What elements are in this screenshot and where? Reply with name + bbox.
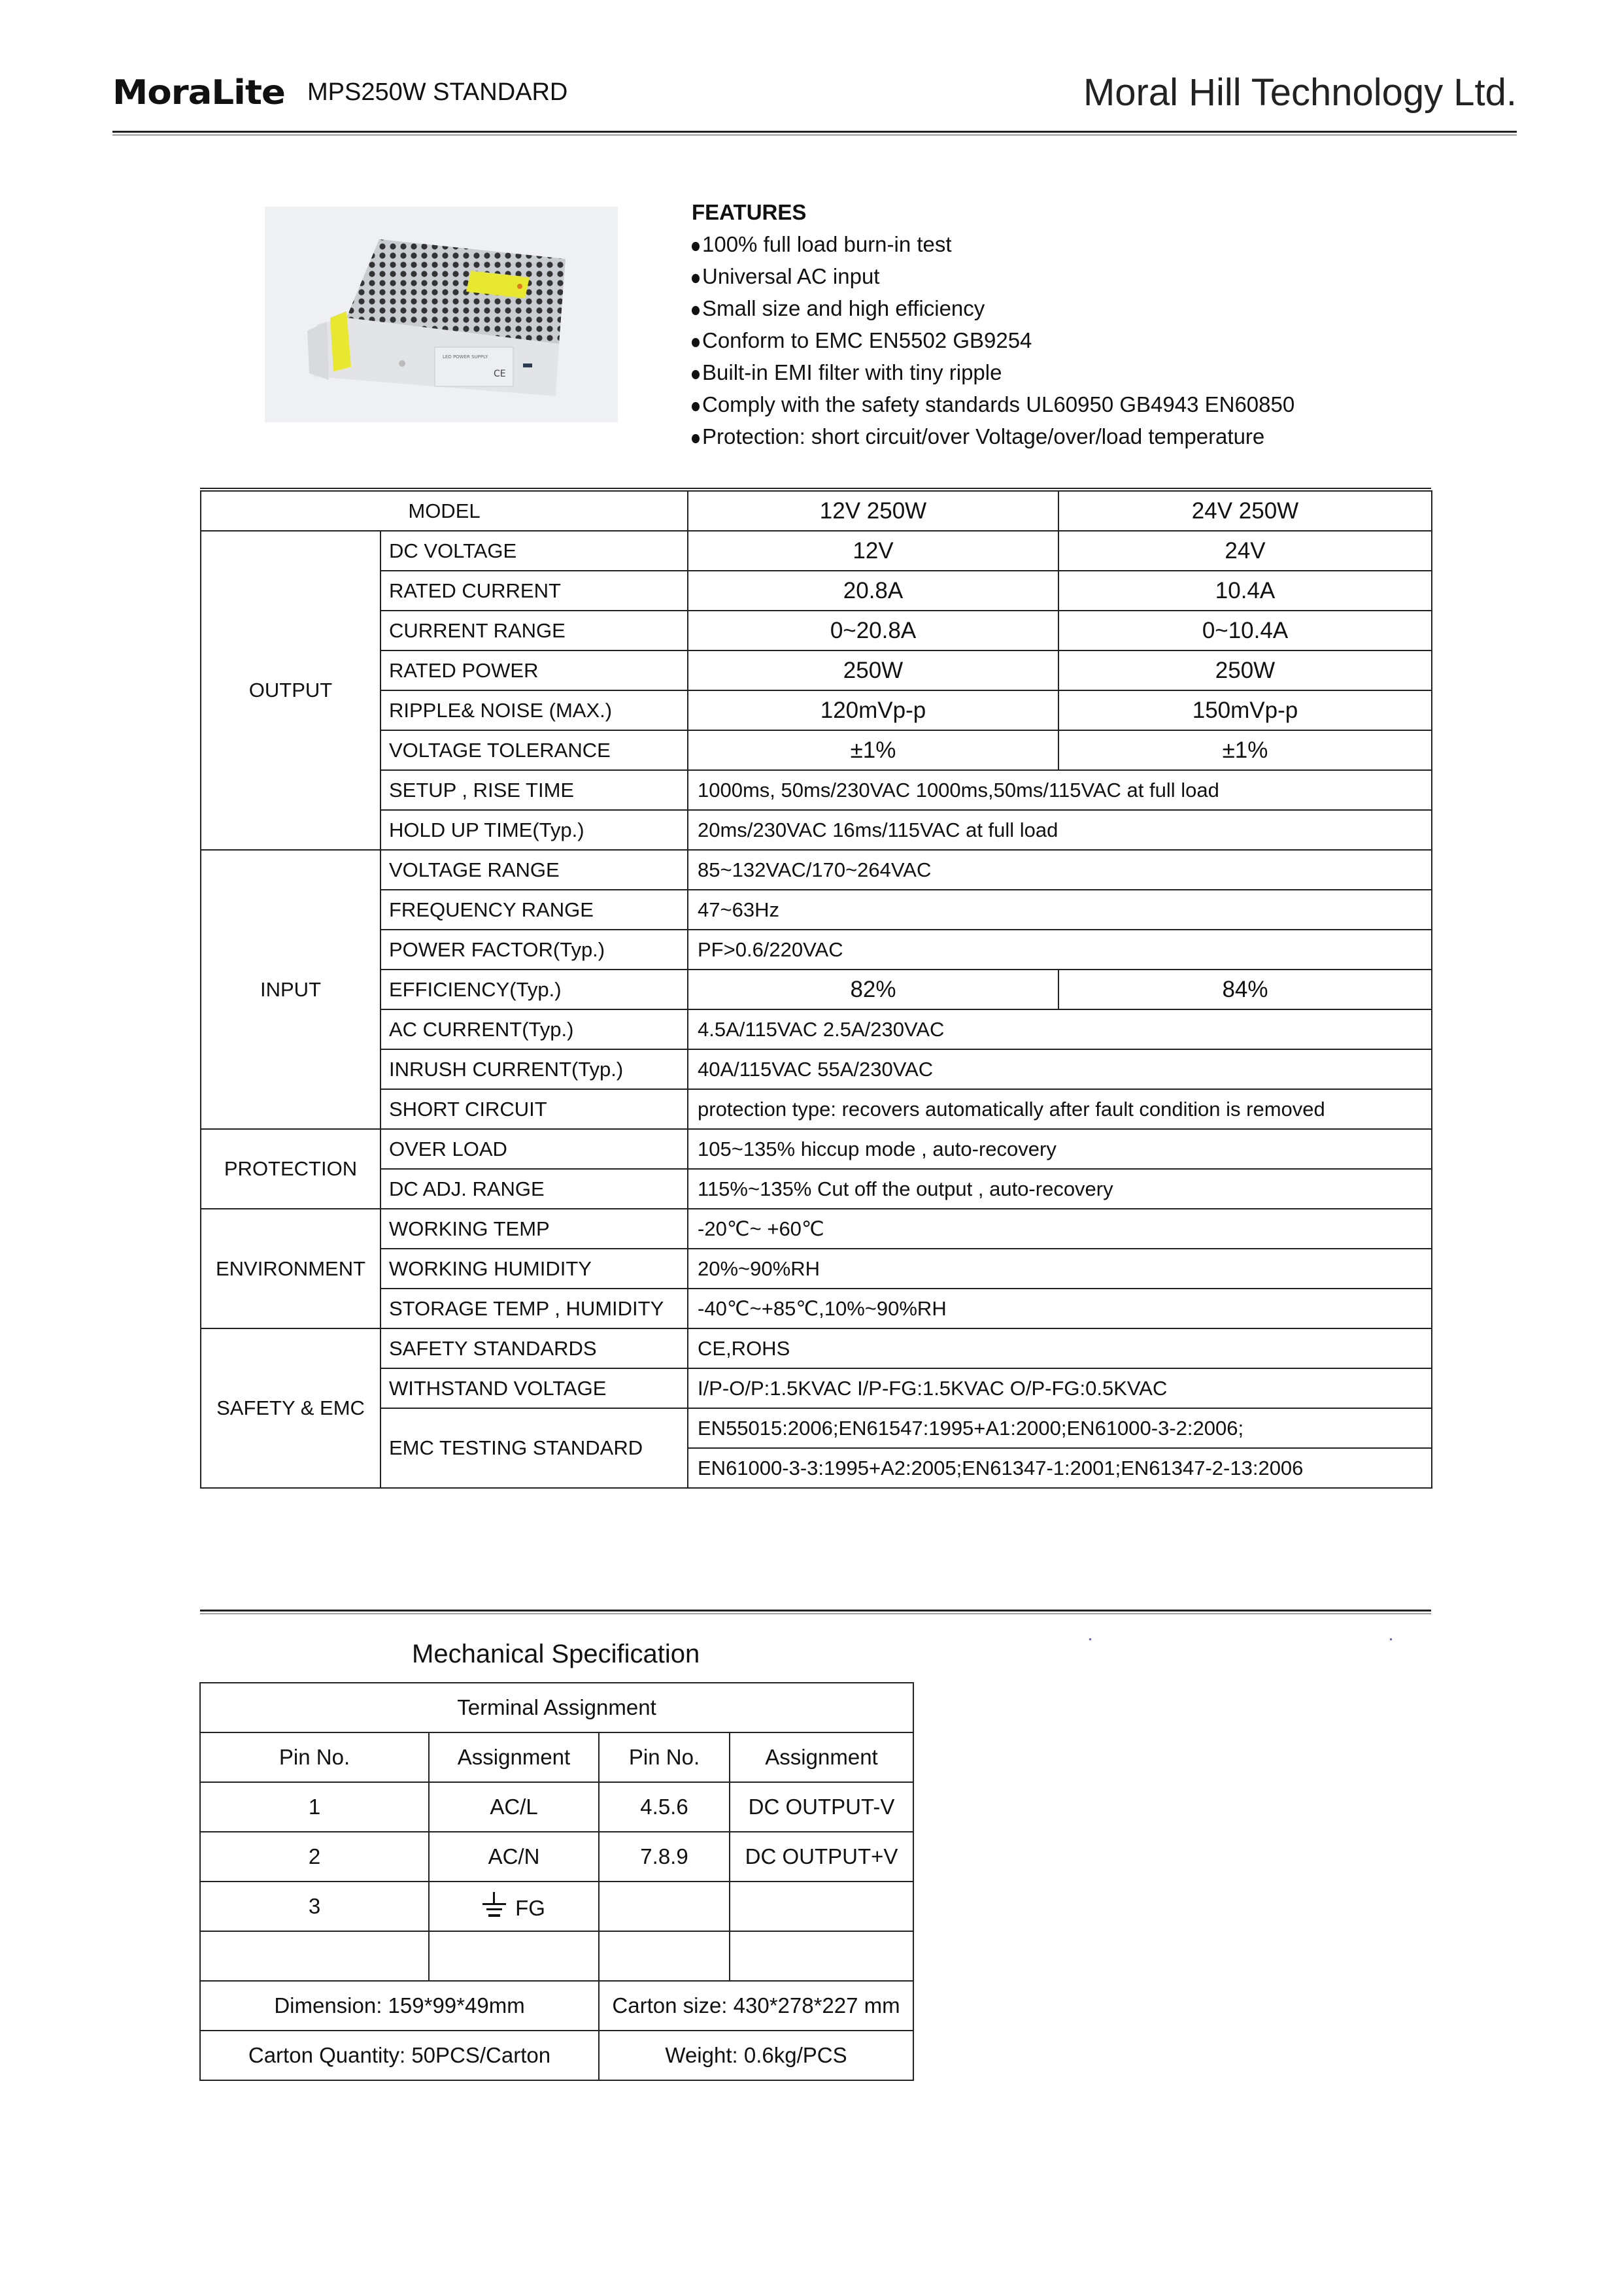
- bullet-icon: [692, 402, 700, 411]
- header-divider: [112, 131, 1517, 133]
- param-label: INRUSH CURRENT(Typ.): [381, 1049, 688, 1089]
- table-row: [201, 770, 1432, 810]
- group-protection: PROTECTION: [201, 1129, 381, 1209]
- spec-table-top-rule: [200, 488, 1431, 489]
- company-name: Moral Hill Technology Ltd.: [1083, 71, 1517, 114]
- pin-cell: 4.5.6: [599, 1782, 730, 1832]
- brand-logo: MoraLite: [112, 73, 285, 112]
- table-row: [201, 1249, 1432, 1289]
- stray-mark: [1089, 1638, 1091, 1640]
- value-24v: 10.4A: [1058, 571, 1432, 611]
- assignment-cell: DC OUTPUT+V: [730, 1832, 913, 1882]
- param-label: STORAGE TEMP , HUMIDITY: [381, 1289, 688, 1328]
- assignment-cell: FG: [429, 1882, 599, 1931]
- feature-item: Built-in EMI filter with tiny ripple: [692, 356, 1294, 388]
- table-row: [201, 1009, 1432, 1049]
- table-row: [201, 730, 1432, 770]
- column-header: Pin No.: [599, 1732, 730, 1782]
- value-12v: ±1%: [688, 730, 1058, 770]
- param-label: POWER FACTOR(Typ.): [381, 930, 688, 970]
- value-shared: EN55015:2006;EN61547:1995+A1:2000;EN61000-3-2:2006;: [688, 1408, 1432, 1448]
- param-label: RATED CURRENT: [381, 571, 688, 611]
- assignment-cell: DC OUTPUT-V: [730, 1782, 913, 1832]
- table-row: [201, 890, 1432, 930]
- value-24v: ±1%: [1058, 730, 1432, 770]
- pin-cell: 3: [200, 1882, 429, 1931]
- value-shared: 47~63Hz: [688, 890, 1432, 930]
- value-shared: CE,ROHS: [688, 1328, 1432, 1368]
- power-supply-illustration: [304, 233, 579, 396]
- param-label: VOLTAGE RANGE: [381, 850, 688, 890]
- assignment-cell: [730, 1931, 913, 1981]
- column-header: Assignment: [429, 1732, 599, 1782]
- feature-item: Small size and high efficiency: [692, 292, 1294, 324]
- value-24v: 24V: [1058, 531, 1432, 571]
- model-24v: 24V 250W: [1058, 491, 1432, 531]
- param-label: FREQUENCY RANGE: [381, 890, 688, 930]
- param-label: SHORT CIRCUIT: [381, 1089, 688, 1129]
- table-row: [201, 1129, 1432, 1169]
- table-row: [201, 850, 1432, 890]
- table-row: [201, 1328, 1432, 1368]
- model-12v: 12V 250W: [688, 491, 1058, 531]
- value-12v: 12V: [688, 531, 1058, 571]
- model-label: MODEL: [201, 491, 688, 531]
- group-safety-emc: SAFETY & EMC: [201, 1328, 381, 1488]
- param-label: EFFICIENCY(Typ.): [381, 970, 688, 1009]
- param-label: CURRENT RANGE: [381, 611, 688, 650]
- table-row: [200, 1782, 913, 1832]
- param-label: OVER LOAD: [381, 1129, 688, 1169]
- dimension: Dimension: 159*99*49mm: [200, 1981, 599, 2031]
- pin-cell: 2: [200, 1832, 429, 1882]
- param-label: RIPPLE& NOISE (MAX.): [381, 690, 688, 730]
- table-row: [200, 1981, 913, 2031]
- stray-mark: [1390, 1638, 1392, 1640]
- value-24v: 150mVp-p: [1058, 690, 1432, 730]
- group-input: INPUT: [201, 850, 381, 1129]
- table-row: [201, 1408, 1432, 1448]
- mechanical-title: Mechanical Specification: [412, 1640, 700, 1668]
- value-shared: 20%~90%RH: [688, 1249, 1432, 1289]
- product-line-title: MPS250W STANDARD: [307, 78, 568, 106]
- section-divider-thin: [200, 1613, 1431, 1614]
- assignment-cell: [730, 1882, 913, 1931]
- features-list: [692, 196, 1294, 452]
- bullet-icon: [692, 242, 700, 251]
- value-shared: 115%~135% Cut off the output , auto-recovery: [688, 1169, 1432, 1209]
- value-shared: 1000ms, 50ms/230VAC 1000ms,50ms/115VAC at full load: [688, 770, 1432, 810]
- carton-size: Carton size: 430*278*227 mm: [599, 1981, 913, 2031]
- assignment-cell: [429, 1931, 599, 1981]
- value-24v: 250W: [1058, 650, 1432, 690]
- param-label: EMC TESTING STANDARD: [381, 1408, 688, 1488]
- param-label: WORKING TEMP: [381, 1209, 688, 1249]
- spec-table: [200, 490, 1432, 1489]
- column-header: Assignment: [730, 1732, 913, 1782]
- value-shared: protection type: recovers automatically after fault condition is removed: [688, 1089, 1432, 1129]
- group-environment: ENVIRONMENT: [201, 1209, 381, 1328]
- param-label: WITHSTAND VOLTAGE: [381, 1368, 688, 1408]
- feature-item: Universal AC input: [692, 260, 1294, 292]
- value-shared: -40℃~+85℃,10%~90%RH: [688, 1289, 1432, 1328]
- table-header-row: [200, 1732, 913, 1782]
- terminal-table: [199, 1682, 914, 2081]
- bullet-icon: [692, 274, 700, 283]
- param-label: DC VOLTAGE: [381, 531, 688, 571]
- param-label: HOLD UP TIME(Typ.): [381, 810, 688, 850]
- feature-item: 100% full load burn-in test: [692, 228, 1294, 260]
- table-row: [200, 1931, 913, 1981]
- table-row: [201, 531, 1432, 571]
- features-title: FEATURES: [692, 200, 807, 224]
- value-12v: 82%: [688, 970, 1058, 1009]
- bullet-icon: [692, 434, 700, 443]
- feature-item: Comply with the safety standards UL60950 GB4943 EN60850: [692, 388, 1294, 420]
- table-row: [201, 1169, 1432, 1209]
- param-label: SETUP , RISE TIME: [381, 770, 688, 810]
- value-shared: -20℃~ +60℃: [688, 1209, 1432, 1249]
- pin-cell: 1: [200, 1782, 429, 1832]
- param-label: DC ADJ. RANGE: [381, 1169, 688, 1209]
- bullet-icon: [692, 370, 700, 379]
- param-label: WORKING HUMIDITY: [381, 1249, 688, 1289]
- bullet-icon: [692, 306, 700, 315]
- table-row: [200, 1882, 913, 1931]
- value-12v: 0~20.8A: [688, 611, 1058, 650]
- feature-item: Protection: short circuit/over Voltage/over/load temperature: [692, 420, 1294, 452]
- group-output: OUTPUT: [201, 531, 381, 850]
- table-row: [201, 571, 1432, 611]
- table-row: [200, 2031, 913, 2080]
- svg-text:CE: CE: [494, 369, 506, 379]
- value-12v: 250W: [688, 650, 1058, 690]
- table-row: [201, 1289, 1432, 1328]
- feature-item: Conform to EMC EN5502 GB9254: [692, 324, 1294, 356]
- value-shared: 20ms/230VAC 16ms/115VAC at full load: [688, 810, 1432, 850]
- assignment-cell: AC/L: [429, 1782, 599, 1832]
- pin-cell: 7.8.9: [599, 1832, 730, 1882]
- param-label: VOLTAGE TOLERANCE: [381, 730, 688, 770]
- value-shared: I/P-O/P:1.5KVAC I/P-FG:1.5KVAC O/P-FG:0.5KVAC: [688, 1368, 1432, 1408]
- svg-text:LED POWER SUPPLY: LED POWER SUPPLY: [443, 354, 488, 360]
- product-image: [265, 207, 618, 422]
- table-row: [201, 491, 1432, 531]
- column-header: Pin No.: [200, 1732, 429, 1782]
- value-shared: PF>0.6/220VAC: [688, 930, 1432, 970]
- value-shared: EN61000-3-3:1995+A2:2005;EN61347-1:2001;EN61347-2-13:2006: [688, 1448, 1432, 1488]
- pin-cell: [200, 1931, 429, 1981]
- table-row: [200, 1832, 913, 1882]
- value-24v: 84%: [1058, 970, 1432, 1009]
- table-row: [201, 1049, 1432, 1089]
- value-shared: 40A/115VAC 55A/230VAC: [688, 1049, 1432, 1089]
- table-row: [201, 1089, 1432, 1129]
- param-label: SAFETY STANDARDS: [381, 1328, 688, 1368]
- section-divider: [200, 1610, 1431, 1612]
- pin-cell: [599, 1931, 730, 1981]
- value-shared: 105~135% hiccup mode , auto-recovery: [688, 1129, 1432, 1169]
- value-24v: 0~10.4A: [1058, 611, 1432, 650]
- table-row: [201, 1209, 1432, 1249]
- bullet-icon: [692, 338, 700, 347]
- pin-cell: [599, 1882, 730, 1931]
- table-row: [201, 810, 1432, 850]
- value-shared: 4.5A/115VAC 2.5A/230VAC: [688, 1009, 1432, 1049]
- table-row: [201, 650, 1432, 690]
- table-row: [201, 611, 1432, 650]
- table-row: [201, 970, 1432, 1009]
- param-label: AC CURRENT(Typ.): [381, 1009, 688, 1049]
- table-row: [201, 690, 1432, 730]
- weight: Weight: 0.6kg/PCS: [599, 2031, 913, 2080]
- param-label: RATED POWER: [381, 650, 688, 690]
- value-12v: 120mVp-p: [688, 690, 1058, 730]
- assignment-cell: AC/N: [429, 1832, 599, 1882]
- table-row: [201, 1368, 1432, 1408]
- table-row: [201, 930, 1432, 970]
- value-shared: 85~132VAC/170~264VAC: [688, 850, 1432, 890]
- carton-quantity: Carton Quantity: 50PCS/Carton: [200, 2031, 599, 2080]
- value-12v: 20.8A: [688, 571, 1058, 611]
- table-row: [200, 1683, 913, 1732]
- terminal-title: Terminal Assignment: [200, 1683, 913, 1732]
- ground-icon: [482, 1892, 506, 1918]
